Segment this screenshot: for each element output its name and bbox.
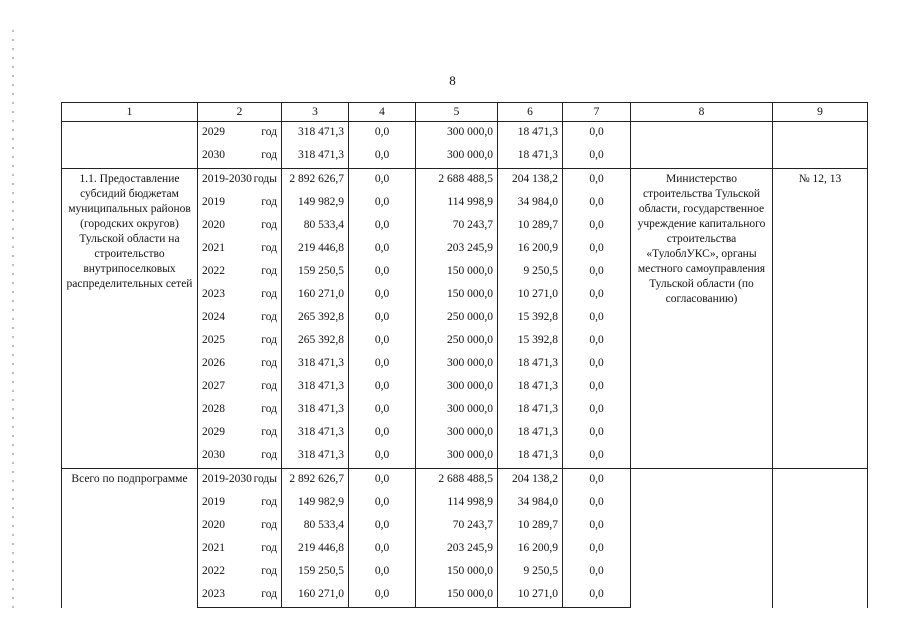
local-amount-cell: 10 271,0 bbox=[498, 284, 563, 307]
year-cell bbox=[198, 169, 282, 193]
federal-amount-cell: 0,0 bbox=[349, 284, 416, 307]
year-unit: год bbox=[261, 334, 277, 346]
year-label bbox=[202, 425, 277, 439]
total-amount-cell: 265 392,8 bbox=[282, 330, 349, 353]
empty-cell bbox=[631, 122, 773, 169]
year-label bbox=[202, 587, 277, 601]
year-label bbox=[202, 172, 277, 186]
local-amount-cell: 10 289,7 bbox=[498, 515, 563, 538]
regional-amount-cell: 203 245,9 bbox=[416, 538, 498, 561]
year-label bbox=[202, 125, 277, 139]
year-label bbox=[202, 564, 277, 578]
total-amount-cell: 318 471,3 bbox=[282, 399, 349, 422]
federal-amount-cell: 0,0 bbox=[349, 445, 416, 469]
year-cell bbox=[198, 122, 282, 146]
year-label bbox=[202, 264, 277, 278]
total-amount-cell: 318 471,3 bbox=[282, 353, 349, 376]
year-cell bbox=[198, 192, 282, 215]
year-label bbox=[202, 518, 277, 532]
regional-amount-cell: 114 998,9 bbox=[416, 192, 498, 215]
year-cell bbox=[198, 284, 282, 307]
year-unit: год bbox=[261, 265, 277, 277]
local-amount-cell: 9 250,5 bbox=[498, 261, 563, 284]
year-label bbox=[202, 287, 277, 301]
item-description: Всего по подпрограмме bbox=[62, 469, 198, 608]
extra-amount-cell: 0,0 bbox=[563, 469, 631, 493]
total-amount-cell: 80 533,4 bbox=[282, 215, 349, 238]
local-amount-cell: 16 200,9 bbox=[498, 538, 563, 561]
year-label bbox=[202, 310, 277, 324]
year-unit: год bbox=[261, 149, 277, 161]
indicator-cell: № 12, 13 bbox=[773, 169, 868, 469]
local-amount-cell: 18 471,3 bbox=[498, 122, 563, 146]
year-value: 2025 bbox=[202, 334, 225, 346]
column-header: 6 bbox=[498, 103, 563, 122]
year-value: 2030 bbox=[202, 449, 225, 461]
regional-amount-cell: 70 243,7 bbox=[416, 515, 498, 538]
table-row bbox=[62, 122, 868, 146]
regional-amount-cell: 150 000,0 bbox=[416, 561, 498, 584]
year-value: 2028 bbox=[202, 403, 225, 415]
year-value: 2026 bbox=[202, 357, 225, 369]
extra-amount-cell: 0,0 bbox=[563, 145, 631, 169]
year-value: 2019 bbox=[202, 496, 225, 508]
year-unit: годы bbox=[253, 173, 277, 185]
regional-amount-cell: 300 000,0 bbox=[416, 445, 498, 469]
table-row bbox=[62, 169, 868, 193]
year-label bbox=[202, 333, 277, 347]
extra-amount-cell: 0,0 bbox=[563, 330, 631, 353]
year-label bbox=[202, 241, 277, 255]
year-cell bbox=[198, 307, 282, 330]
year-unit: год bbox=[261, 196, 277, 208]
regional-amount-cell: 150 000,0 bbox=[416, 261, 498, 284]
extra-amount-cell: 0,0 bbox=[563, 492, 631, 515]
year-unit: год bbox=[261, 542, 277, 554]
extra-amount-cell: 0,0 bbox=[563, 353, 631, 376]
year-cell bbox=[198, 376, 282, 399]
federal-amount-cell: 0,0 bbox=[349, 192, 416, 215]
year-unit: год bbox=[261, 449, 277, 461]
total-amount-cell: 160 271,0 bbox=[282, 584, 349, 608]
total-amount-cell: 159 250,5 bbox=[282, 561, 349, 584]
regional-amount-cell: 203 245,9 bbox=[416, 238, 498, 261]
total-amount-cell: 318 471,3 bbox=[282, 445, 349, 469]
federal-amount-cell: 0,0 bbox=[349, 399, 416, 422]
year-value: 2029 bbox=[202, 426, 225, 438]
regional-amount-cell: 300 000,0 bbox=[416, 122, 498, 146]
extra-amount-cell: 0,0 bbox=[563, 422, 631, 445]
regional-amount-cell: 250 000,0 bbox=[416, 307, 498, 330]
regional-amount-cell: 300 000,0 bbox=[416, 422, 498, 445]
total-amount-cell: 2 892 626,7 bbox=[282, 469, 349, 493]
local-amount-cell: 10 271,0 bbox=[498, 584, 563, 608]
year-value: 2023 bbox=[202, 288, 225, 300]
regional-amount-cell: 300 000,0 bbox=[416, 399, 498, 422]
federal-amount-cell: 0,0 bbox=[349, 376, 416, 399]
column-header: 4 bbox=[349, 103, 416, 122]
year-label bbox=[202, 148, 277, 162]
punch-marks bbox=[12, 30, 14, 610]
item-description: 1.1. Предоставление субсидий бюджетам муниципальных районов (городских округов) Тульской области на строительство внутрипоселковых распределительных сетей bbox=[62, 169, 198, 469]
total-amount-cell: 219 446,8 bbox=[282, 538, 349, 561]
year-label bbox=[202, 448, 277, 462]
regional-amount-cell: 300 000,0 bbox=[416, 353, 498, 376]
federal-amount-cell: 0,0 bbox=[349, 353, 416, 376]
extra-amount-cell: 0,0 bbox=[563, 122, 631, 146]
federal-amount-cell: 0,0 bbox=[349, 515, 416, 538]
year-value: 2019-2030 bbox=[202, 173, 252, 185]
year-cell bbox=[198, 515, 282, 538]
year-value: 2027 bbox=[202, 380, 225, 392]
year-unit: год bbox=[261, 242, 277, 254]
federal-amount-cell: 0,0 bbox=[349, 330, 416, 353]
year-cell bbox=[198, 399, 282, 422]
year-cell bbox=[198, 353, 282, 376]
year-label bbox=[202, 356, 277, 370]
total-amount-cell: 149 982,9 bbox=[282, 492, 349, 515]
year-unit: год bbox=[261, 403, 277, 415]
year-label bbox=[202, 495, 277, 509]
federal-amount-cell: 0,0 bbox=[349, 561, 416, 584]
total-amount-cell: 160 271,0 bbox=[282, 284, 349, 307]
regional-amount-cell: 300 000,0 bbox=[416, 145, 498, 169]
regional-amount-cell: 2 688 488,5 bbox=[416, 469, 498, 493]
year-unit: год bbox=[261, 357, 277, 369]
regional-amount-cell: 150 000,0 bbox=[416, 284, 498, 307]
year-value: 2019-2030 bbox=[202, 473, 252, 485]
regional-amount-cell: 114 998,9 bbox=[416, 492, 498, 515]
year-cell bbox=[198, 238, 282, 261]
local-amount-cell: 15 392,8 bbox=[498, 307, 563, 330]
column-header: 1 bbox=[62, 103, 198, 122]
year-value: 2029 bbox=[202, 126, 225, 138]
total-amount-cell: 318 471,3 bbox=[282, 376, 349, 399]
regional-amount-cell: 250 000,0 bbox=[416, 330, 498, 353]
year-unit: год bbox=[261, 311, 277, 323]
year-value: 2024 bbox=[202, 311, 225, 323]
local-amount-cell: 9 250,5 bbox=[498, 561, 563, 584]
extra-amount-cell: 0,0 bbox=[563, 515, 631, 538]
column-header: 7 bbox=[563, 103, 631, 122]
year-cell bbox=[198, 145, 282, 169]
total-amount-cell: 2 892 626,7 bbox=[282, 169, 349, 193]
regional-amount-cell: 300 000,0 bbox=[416, 376, 498, 399]
year-cell bbox=[198, 561, 282, 584]
column-header: 3 bbox=[282, 103, 349, 122]
year-cell bbox=[198, 261, 282, 284]
year-unit: год bbox=[261, 519, 277, 531]
year-value: 2022 bbox=[202, 265, 225, 277]
local-amount-cell: 15 392,8 bbox=[498, 330, 563, 353]
extra-amount-cell: 0,0 bbox=[563, 538, 631, 561]
year-label bbox=[202, 195, 277, 209]
extra-amount-cell: 0,0 bbox=[563, 215, 631, 238]
regional-amount-cell: 70 243,7 bbox=[416, 215, 498, 238]
extra-amount-cell: 0,0 bbox=[563, 561, 631, 584]
local-amount-cell: 204 138,2 bbox=[498, 469, 563, 493]
extra-amount-cell: 0,0 bbox=[563, 584, 631, 608]
year-cell bbox=[198, 422, 282, 445]
executor-cell: Министерство строительства Тульской области, государственное учреждение капитального строительства «ТулоблУКС», органы местного самоуправления Тульской области (по согласованию) bbox=[631, 169, 773, 469]
empty-cell bbox=[631, 469, 773, 608]
column-header: 8 bbox=[631, 103, 773, 122]
year-value: 2019 bbox=[202, 196, 225, 208]
regional-amount-cell: 150 000,0 bbox=[416, 584, 498, 608]
local-amount-cell: 18 471,3 bbox=[498, 376, 563, 399]
total-amount-cell: 318 471,3 bbox=[282, 122, 349, 146]
year-value: 2021 bbox=[202, 242, 225, 254]
year-cell bbox=[198, 538, 282, 561]
year-value: 2023 bbox=[202, 588, 225, 600]
year-cell bbox=[198, 584, 282, 608]
extra-amount-cell: 0,0 bbox=[563, 284, 631, 307]
year-value: 2022 bbox=[202, 565, 225, 577]
regional-amount-cell: 2 688 488,5 bbox=[416, 169, 498, 193]
column-header: 5 bbox=[416, 103, 498, 122]
federal-amount-cell: 0,0 bbox=[349, 122, 416, 146]
federal-amount-cell: 0,0 bbox=[349, 261, 416, 284]
year-cell bbox=[198, 492, 282, 515]
extra-amount-cell: 0,0 bbox=[563, 399, 631, 422]
local-amount-cell: 34 984,0 bbox=[498, 192, 563, 215]
budget-table bbox=[61, 102, 868, 608]
federal-amount-cell: 0,0 bbox=[349, 469, 416, 493]
year-value: 2021 bbox=[202, 542, 225, 554]
extra-amount-cell: 0,0 bbox=[563, 445, 631, 469]
empty-cell bbox=[62, 122, 198, 169]
table-body bbox=[62, 103, 868, 608]
local-amount-cell: 18 471,3 bbox=[498, 445, 563, 469]
federal-amount-cell: 0,0 bbox=[349, 169, 416, 193]
header-row bbox=[62, 103, 868, 122]
extra-amount-cell: 0,0 bbox=[563, 376, 631, 399]
empty-cell bbox=[773, 122, 868, 169]
column-header: 9 bbox=[773, 103, 868, 122]
year-label bbox=[202, 472, 277, 486]
federal-amount-cell: 0,0 bbox=[349, 584, 416, 608]
year-cell bbox=[198, 330, 282, 353]
empty-cell bbox=[773, 469, 868, 608]
local-amount-cell: 16 200,9 bbox=[498, 238, 563, 261]
year-unit: год bbox=[261, 288, 277, 300]
local-amount-cell: 18 471,3 bbox=[498, 353, 563, 376]
year-unit: год bbox=[261, 426, 277, 438]
year-unit: год bbox=[261, 588, 277, 600]
federal-amount-cell: 0,0 bbox=[349, 238, 416, 261]
year-value: 2030 bbox=[202, 149, 225, 161]
extra-amount-cell: 0,0 bbox=[563, 169, 631, 193]
year-unit: год bbox=[261, 219, 277, 231]
federal-amount-cell: 0,0 bbox=[349, 215, 416, 238]
year-cell bbox=[198, 445, 282, 469]
year-unit: год bbox=[261, 565, 277, 577]
federal-amount-cell: 0,0 bbox=[349, 307, 416, 330]
extra-amount-cell: 0,0 bbox=[563, 192, 631, 215]
page-number: 8 bbox=[449, 73, 456, 88]
local-amount-cell: 18 471,3 bbox=[498, 145, 563, 169]
year-value: 2020 bbox=[202, 219, 225, 231]
extra-amount-cell: 0,0 bbox=[563, 307, 631, 330]
federal-amount-cell: 0,0 bbox=[349, 145, 416, 169]
extra-amount-cell: 0,0 bbox=[563, 261, 631, 284]
total-amount-cell: 149 982,9 bbox=[282, 192, 349, 215]
table-row bbox=[62, 469, 868, 493]
federal-amount-cell: 0,0 bbox=[349, 492, 416, 515]
year-value: 2020 bbox=[202, 519, 225, 531]
year-label bbox=[202, 402, 277, 416]
column-header: 2 bbox=[198, 103, 282, 122]
local-amount-cell: 10 289,7 bbox=[498, 215, 563, 238]
federal-amount-cell: 0,0 bbox=[349, 422, 416, 445]
year-cell bbox=[198, 215, 282, 238]
year-label bbox=[202, 379, 277, 393]
year-label bbox=[202, 218, 277, 232]
total-amount-cell: 159 250,5 bbox=[282, 261, 349, 284]
year-unit: год bbox=[261, 126, 277, 138]
year-unit: годы bbox=[253, 473, 277, 485]
year-unit: год bbox=[261, 380, 277, 392]
extra-amount-cell: 0,0 bbox=[563, 238, 631, 261]
total-amount-cell: 318 471,3 bbox=[282, 145, 349, 169]
local-amount-cell: 34 984,0 bbox=[498, 492, 563, 515]
total-amount-cell: 318 471,3 bbox=[282, 422, 349, 445]
total-amount-cell: 219 446,8 bbox=[282, 238, 349, 261]
total-amount-cell: 80 533,4 bbox=[282, 515, 349, 538]
local-amount-cell: 204 138,2 bbox=[498, 169, 563, 193]
local-amount-cell: 18 471,3 bbox=[498, 399, 563, 422]
year-cell bbox=[198, 469, 282, 493]
year-label bbox=[202, 541, 277, 555]
federal-amount-cell: 0,0 bbox=[349, 538, 416, 561]
local-amount-cell: 18 471,3 bbox=[498, 422, 563, 445]
year-unit: год bbox=[261, 496, 277, 508]
total-amount-cell: 265 392,8 bbox=[282, 307, 349, 330]
